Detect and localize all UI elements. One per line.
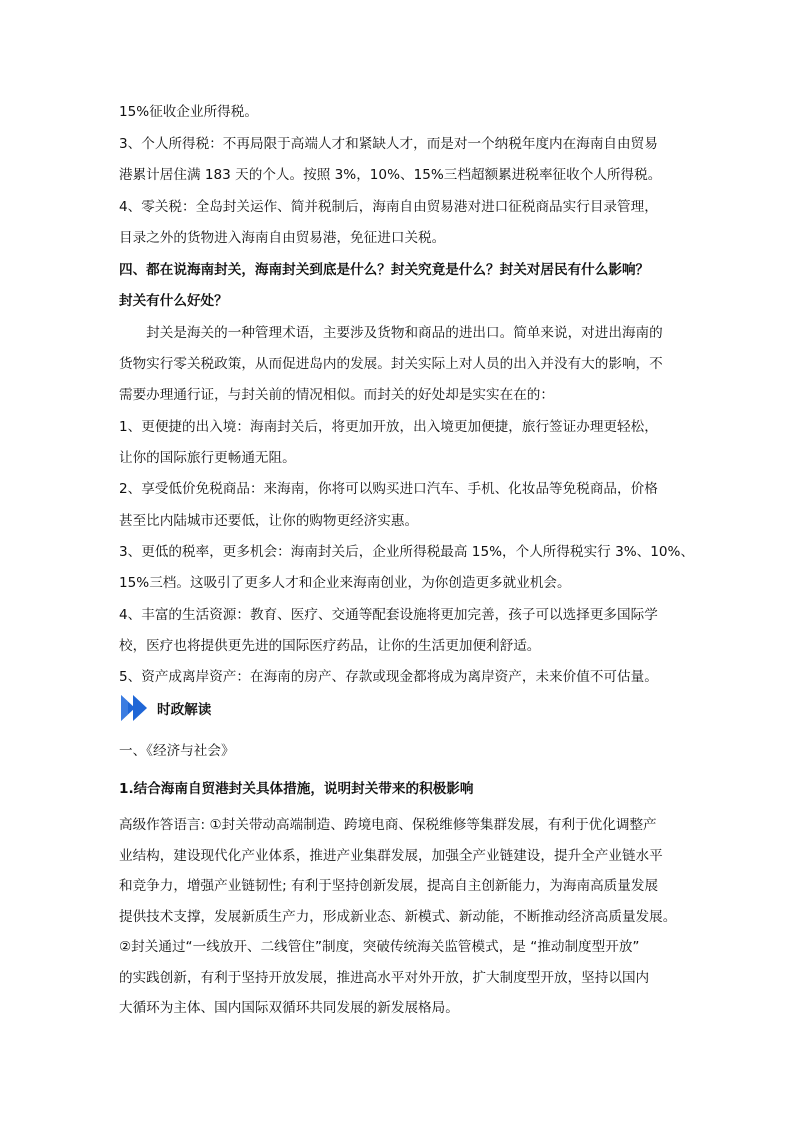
text-line: 需要办理通行证，与封关前的情况相似。而封关的好处却是实实在在的： (119, 387, 554, 403)
text-line: 甚至比内陆城市还要低，让你的购物更经济实惠。 (119, 513, 419, 529)
answer-line: 的实践创新，有利于坚持开放发展，推进高水平对外开放，扩大制度型开放，坚持以国内 (119, 970, 650, 986)
text-line: 目录之外的货物进入海南自由贸易港，免征进口关税。 (119, 230, 446, 246)
section-banner (119, 690, 211, 726)
text-line: 封关是海关的一种管理术语，主要涉及货物和商品的进出口。简单来说，对进出海南的 (119, 325, 663, 341)
answer-line: ②封关通过“一线放开、二线管住”制度，突破传统海关监管模式，是 “推动制度型开放” (119, 939, 640, 955)
text-line: 货物实行零关税政策，从而促进岛内的发展。封关实际上对人员的出入并没有大的影响，不 (119, 356, 663, 372)
text-line: 15%征收企业所得税。 (119, 104, 258, 120)
section-label: 一、《经济与社会》 (119, 743, 235, 759)
answer-line: 提供技术支撑，发展新质生产力，形成新业态、新模式、新动能，不断推动经济高质量发展。 (119, 909, 677, 925)
answer-line: 业结构，建设现代化产业体系，推进产业集群发展，加强全产业链建设，提升全产业链水平 (119, 848, 663, 864)
answer-line: 大循环为主体、国内国际双循环共同发展的新发展格局。 (119, 1000, 459, 1016)
banner-title: 时政解读 (157, 702, 212, 718)
text-line: 15%三档。这吸引了更多人才和企业来海南创业，为你创造更多就业机会。 (119, 575, 571, 591)
text-line: 港累计居住满 183 天的个人。按照 3%，10%、15%三档超额累进税率征收个人所得税。 (119, 167, 662, 183)
text-line: 4、零关税：全岛封关运作、简并税制后，海南自由贸易港对进口征税商品实行目录管理， (119, 199, 658, 215)
section-heading: 封关有什么好处？ (119, 293, 228, 309)
double-chevron-right-icon (119, 693, 151, 723)
text-line: 1、更便捷的出入境：海南封关后，将更加开放，出入境更加便捷，旅行签证办理更轻松， (119, 419, 658, 435)
answer-line: 和竞争力，增强产业链韧性; 有利于坚持创新发展，提高自主创新能力，为海南高质量发展 (119, 878, 659, 894)
text-line: 3、个人所得税：不再局限于高端人才和紧缺人才，而是对一个纳税年度内在海南自由贸易 (119, 136, 658, 152)
text-line: 2、享受低价免税商品：来海南，你将可以购买进口汽车、手机、化妆品等免税商品，价格 (119, 481, 658, 497)
text-line: 3、更低的税率，更多机会：海南封关后，企业所得税最高 15%，个人所得税实行 3%、10%、 (119, 544, 695, 560)
text-line: 4、丰富的生活资源：教育、医疗、交通等配套设施将更加完善，孩子可以选择更多国际学 (119, 607, 658, 623)
section-heading: 四、都在说海南封关，海南封关到底是什么？封关究竟是什么？封关对居民有什么影响？ (119, 262, 650, 278)
text-line: 5、资产成离岸资产：在海南的房产、存款或现金都将成为离岸资产，未来价值不可估量。 (119, 669, 658, 685)
question-title: 1.结合海南自贸港封关具体措施，说明封关带来的积极影响 (119, 781, 474, 797)
answer-line: 高级作答语言: ①封关带动高端制造、跨境电商、保税维修等集群发展，有利于优化调整产 (119, 817, 657, 833)
text-line: 校，医疗也将提供更先进的国际医疗药品，让你的生活更加便利舒适。 (119, 638, 541, 654)
text-line: 让你的国际旅行更畅通无阻。 (119, 450, 296, 466)
